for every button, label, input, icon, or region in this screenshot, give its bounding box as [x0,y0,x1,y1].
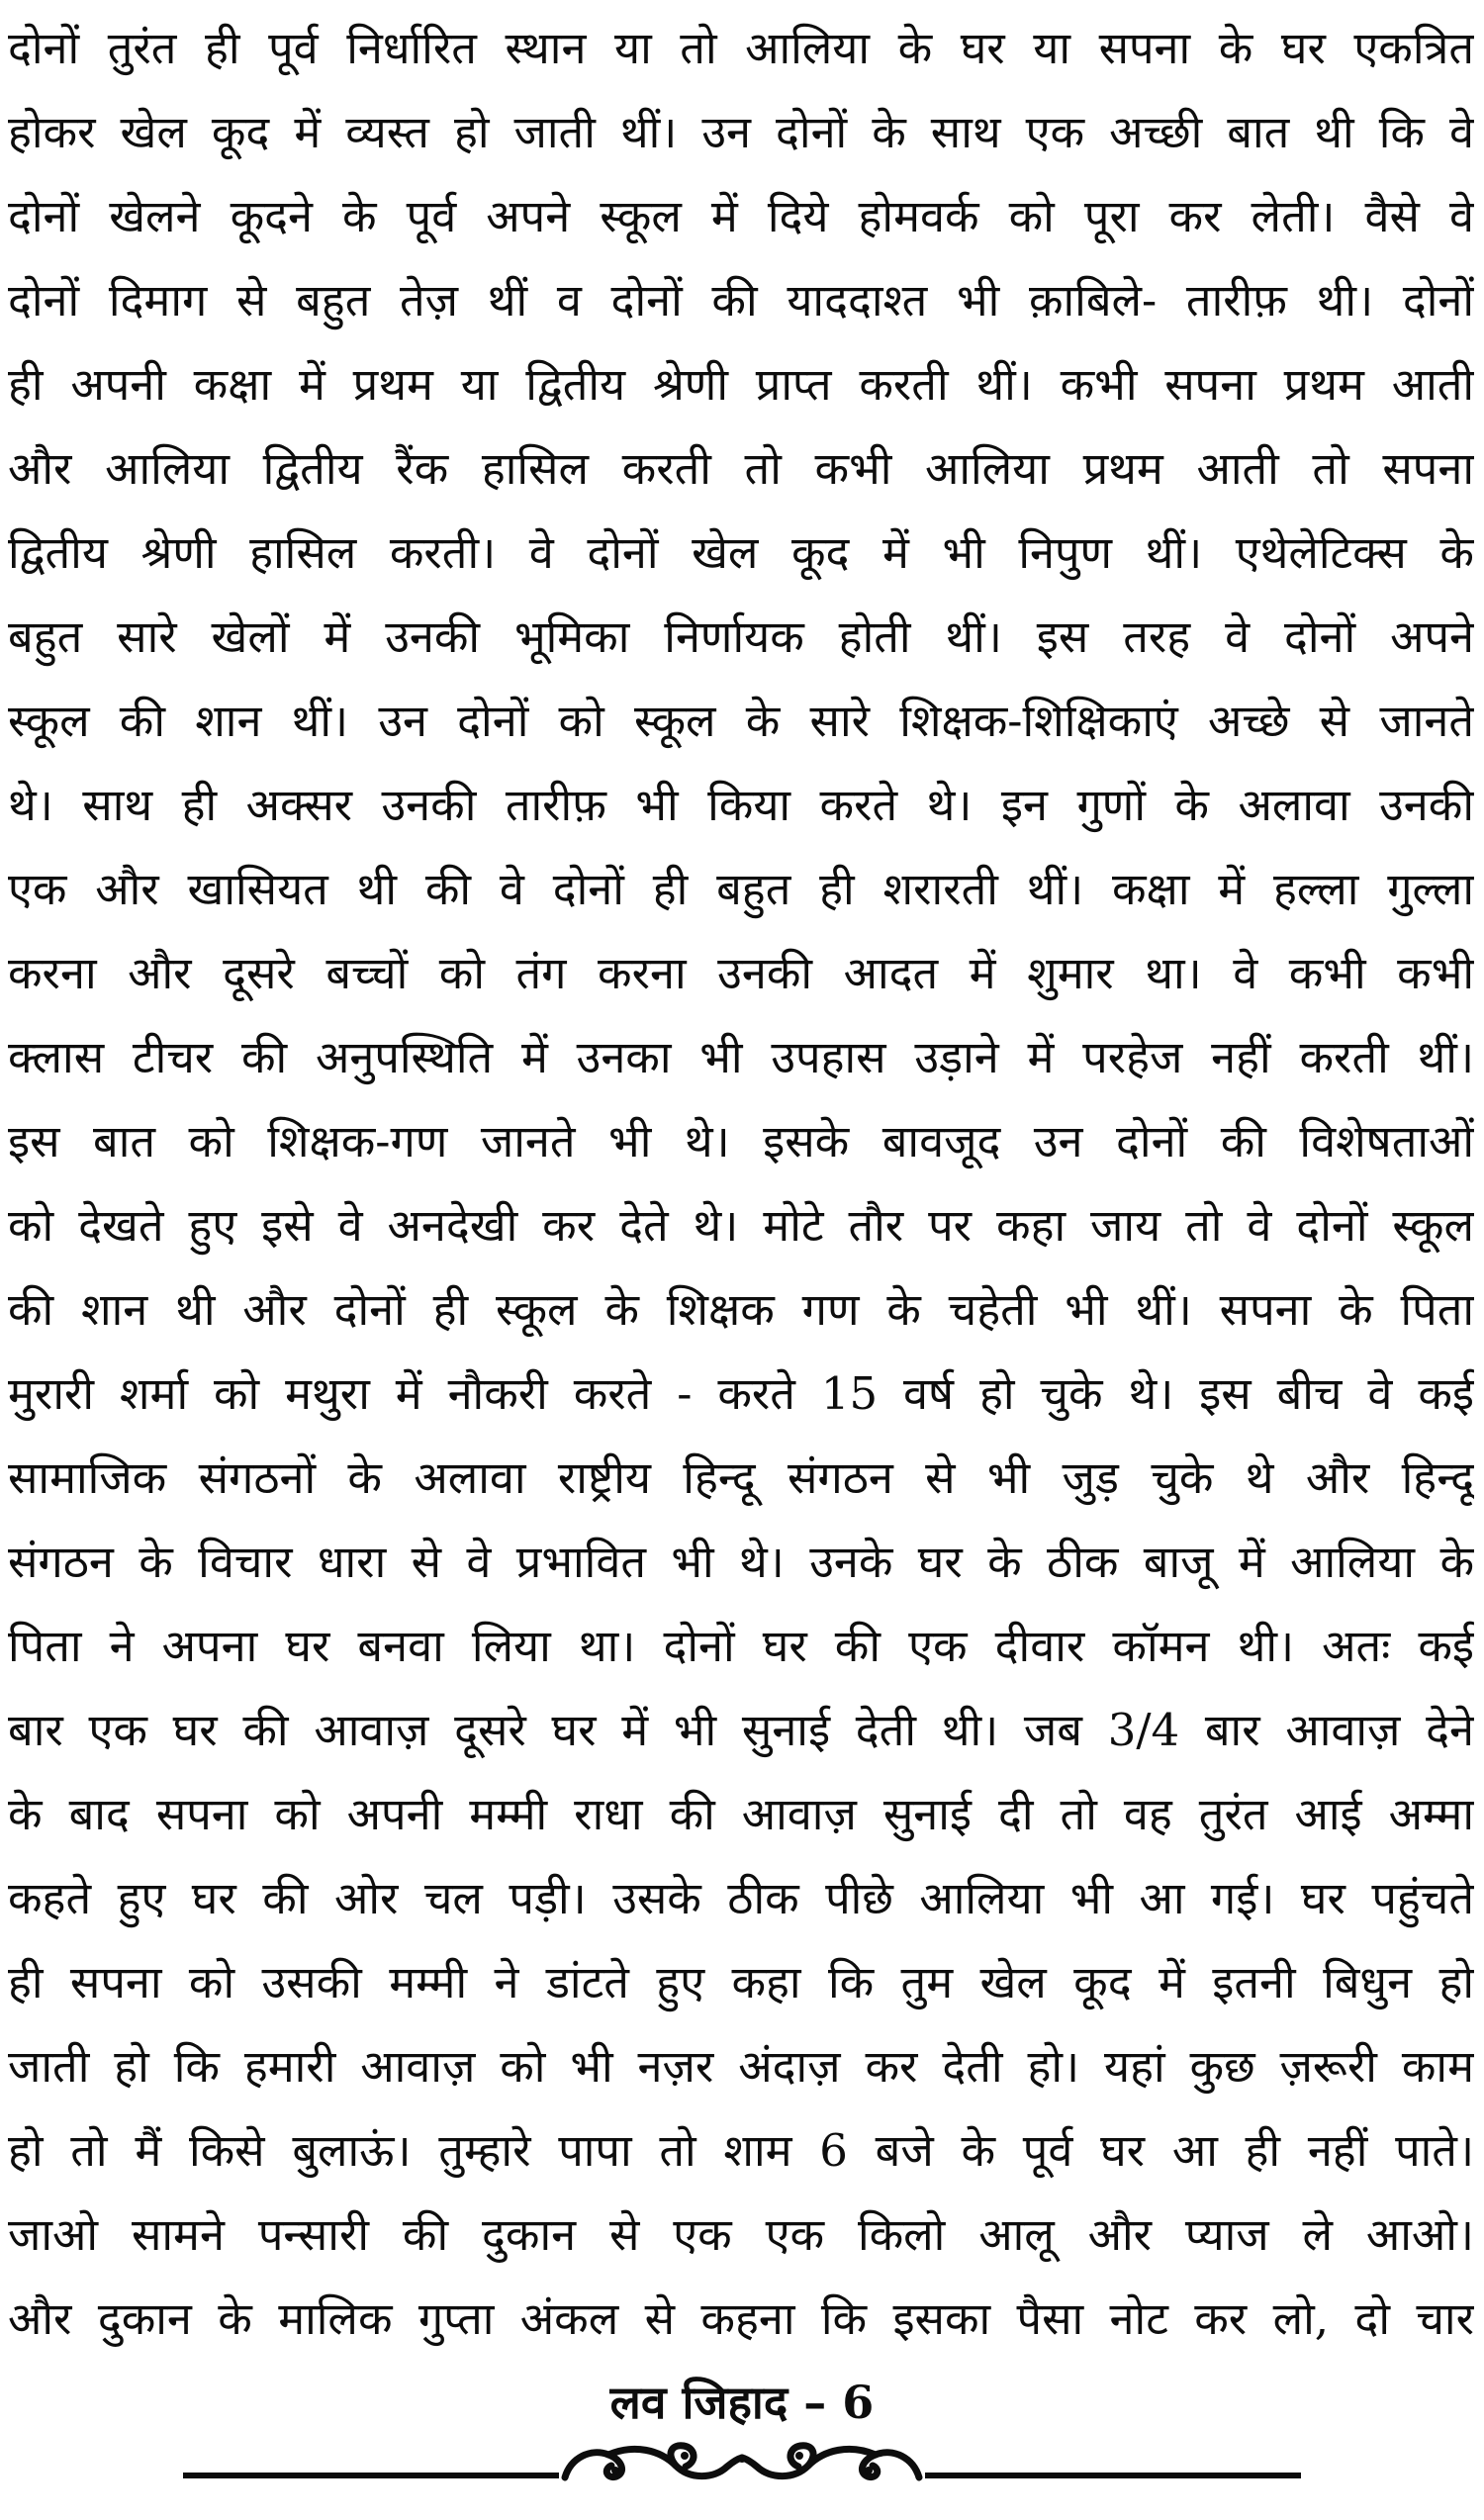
text-line: कहते हुए घर की ओर चल पड़ी। उसके ठीक पीछे आलिया भी आ गई। घर पहुंचते [8,1872,1474,1924]
page-footer [0,2375,1484,2485]
text-line: दोनों दिमाग से बहुत तेज़ थीं व दोनों की याददाश्त भी क़ाबिले- तारीफ़ थी। दोनों [8,274,1474,327]
text-line: द्वितीय श्रेणी हासिल करती। वे दोनों खेल कूद में भी निपुण थीं। एथेलेटिक्स के [8,526,1474,579]
text-line: और दुकान के मालिक गुप्ता अंकल से कहना कि इसका पैसा नोट कर लो, दो चार [8,2292,1474,2345]
text-line: जाती हो कि हमारी आवाज़ को भी नज़र अंदाज़ कर देती हो। यहां कुछ ज़रूरी काम [8,2040,1474,2093]
text-line: क्लास टीचर की अनुपस्थिति में उनका भी उपहास उड़ाने में परहेज नहीं करती थीं। [8,1031,1474,1083]
scroll-flourish-icon [559,2440,925,2485]
text-line: होकर खेल कूद में व्यस्त हो जाती थीं। उन दोनों के साथ एक अच्छी बात थी कि वे [8,106,1474,158]
text-line: करना और दूसरे बच्चों को तंग करना उनकी आदत में शुमार था। वे कभी कभी [8,947,1474,999]
text-line: के बाद सपना को अपनी मम्मी राधा की आवाज़ सुनाई दी तो वह तुरंत आई अम्मा [8,1788,1474,1840]
text-line: जाओ सामने पन्सारी की दुकान से एक एक किलो आलू और प्याज ले आओ। [8,2208,1474,2261]
text-line: सामाजिक संगठनों के अलावा राष्ट्रीय हिन्दू संगठन से भी जुड़ चुके थे और हिन्दू [8,1451,1474,1504]
chapter-title: लव जिहाद – 6 [609,2376,875,2429]
text-line: एक और खासियत थी की वे दोनों ही बहुत ही शरारती थीं। कक्षा में हल्ला गुल्ला [8,863,1474,915]
text-line: और आलिया द्वितीय रैंक हासिल करती तो कभी आलिया प्रथम आती तो सपना [8,442,1474,495]
text-line: पिता ने अपना घर बनवा लिया था। दोनों घर की एक दीवार कॉमन थी। अतः कई [8,1620,1474,1672]
divider-rule-right [925,2473,1301,2478]
text-line: दोनों खेलने कूदने के पूर्व अपने स्कूल में दिये होमवर्क को पूरा कर लेती। वैसे वे [8,190,1474,242]
text-line: की शान थी और दोनों ही स्कूल के शिक्षक गण के चहेती भी थीं। सपना के पिता [8,1283,1474,1336]
text-line: दोनों तुरंत ही पूर्व निर्धारित स्थान या तो आलिया के घर या सपना के घर एकत्रित [8,22,1474,74]
text-line: संगठन के विचार धारा से वे प्रभावित भी थे। उनके घर के ठीक बाजू में आलिया के [8,1536,1474,1588]
divider-rule-left [183,2473,559,2478]
text-line: स्कूल की शान थीं। उन दोनों को स्कूल के सारे शिक्षक-शिक्षिकाएं अच्छे से जानते [8,695,1474,747]
text-line: बार एक घर की आवाज़ दूसरे घर में भी सुनाई देती थी। जब 3/4 बार आवाज़ देने [8,1704,1474,1756]
text-line: को देखते हुए इसे वे अनदेखी कर देते थे। मोटे तौर पर कहा जाय तो वे दोनों स्कूल [8,1199,1474,1252]
text-line: मुरारी शर्मा को मथुरा में नौकरी करते - करते 15 वर्ष हो चुके थे। इस बीच वे कई [8,1367,1474,1420]
text-line: इस बात को शिक्षक-गण जानते भी थे। इसके बावजूद उन दोनों की विशेषताओं [8,1115,1474,1167]
text-line: ही सपना को उसकी मम्मी ने डांटते हुए कहा कि तुम खेल कूद में इतनी बिधुन हो [8,1956,1474,2008]
text-line: ही अपनी कक्षा में प्रथम या द्वितीय श्रेणी प्राप्त करती थीं। कभी सपना प्रथम आती [8,358,1474,411]
text-line: हो तो मैं किसे बुलाऊं। तुम्हारे पापा तो शाम 6 बजे के पूर्व घर आ ही नहीं पाते। [8,2124,1474,2177]
text-line: बहुत सारे खेलों में उनकी भूमिका निर्णायक होती थीं। इस तरह वे दोनों अपने [8,610,1474,663]
ornamental-divider [183,2440,1301,2485]
text-line: थे। साथ ही अक्सर उनकी तारीफ़ भी किया करते थे। इन गुणों के अलावा उनकी [8,779,1474,831]
